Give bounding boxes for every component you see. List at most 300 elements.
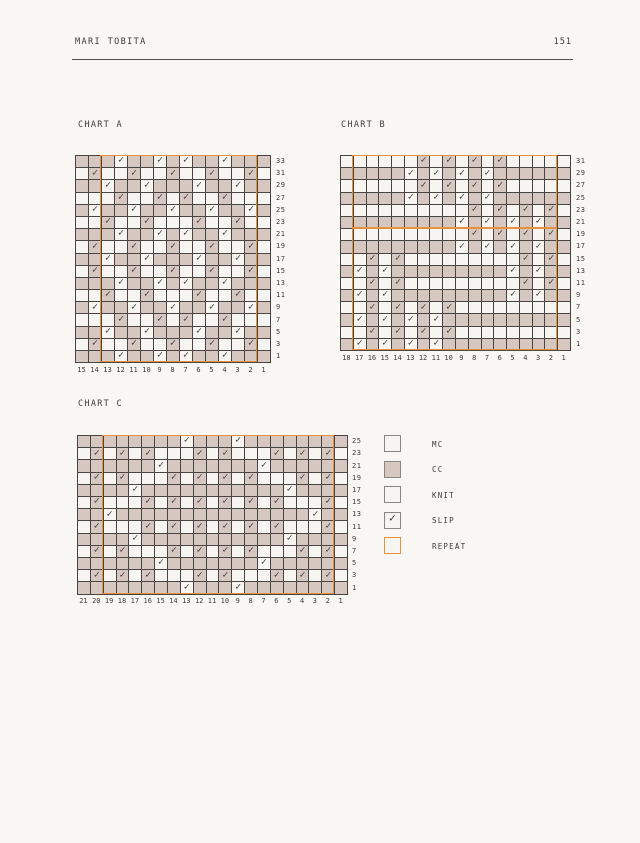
slip-check-icon: ✓ xyxy=(234,582,242,593)
slip-stitch-cell xyxy=(430,314,442,325)
stitch-cell xyxy=(117,485,129,496)
slip-stitch-cell xyxy=(297,546,309,557)
slip-stitch-cell xyxy=(129,534,141,545)
stitch-cell xyxy=(207,436,219,447)
column-number: 14 xyxy=(393,354,402,362)
stitch-cell xyxy=(354,229,366,240)
slip-stitch-cell xyxy=(219,473,231,484)
slip-check-icon: ✓ xyxy=(547,228,555,239)
slip-stitch-cell xyxy=(354,314,366,325)
slip-check-icon: ✓ xyxy=(157,460,165,471)
slip-check-icon: ✓ xyxy=(91,168,99,179)
stitch-cell xyxy=(341,241,353,252)
stitch-cell xyxy=(379,254,391,265)
column-number: 9 xyxy=(235,597,240,605)
slip-stitch-cell xyxy=(117,473,129,484)
stitch-cell xyxy=(545,168,557,179)
slip-stitch-cell xyxy=(469,156,481,167)
stitch-cell xyxy=(271,534,283,545)
stitch-cell xyxy=(309,570,321,581)
stitch-cell xyxy=(76,180,88,191)
stitch-cell xyxy=(232,156,244,167)
slip-stitch-cell xyxy=(194,546,206,557)
stitch-cell xyxy=(115,266,127,277)
slip-stitch-cell xyxy=(206,241,218,252)
slip-check-icon: ✓ xyxy=(535,216,543,227)
slip-check-icon: ✓ xyxy=(535,289,543,300)
stitch-cell xyxy=(245,314,257,325)
slip-stitch-cell xyxy=(91,570,103,581)
slip-stitch-cell xyxy=(322,448,334,459)
stitch-cell xyxy=(180,180,192,191)
stitch-cell xyxy=(128,351,140,362)
stitch-cell xyxy=(430,266,442,277)
stitch-cell xyxy=(494,278,506,289)
stitch-cell xyxy=(367,205,379,216)
stitch-cell xyxy=(494,254,506,265)
stitch-cell xyxy=(141,193,153,204)
slip-stitch-cell xyxy=(245,205,257,216)
slip-stitch-cell xyxy=(206,266,218,277)
row-number: 5 xyxy=(276,327,281,336)
stitch-cell xyxy=(367,229,379,240)
stitch-cell xyxy=(76,156,88,167)
stitch-cell xyxy=(102,156,114,167)
slip-stitch-cell xyxy=(193,290,205,301)
slip-stitch-cell xyxy=(456,193,468,204)
slip-check-icon: ✓ xyxy=(221,350,229,361)
slip-stitch-cell xyxy=(141,254,153,265)
slip-check-icon: ✓ xyxy=(195,216,203,227)
stitch-cell xyxy=(469,217,481,228)
slip-stitch-cell xyxy=(193,217,205,228)
slip-stitch-cell xyxy=(354,266,366,277)
page-number: 151 xyxy=(553,37,572,47)
stitch-cell xyxy=(354,327,366,338)
stitch-cell xyxy=(309,473,321,484)
slip-stitch-cell xyxy=(367,278,379,289)
stitch-cell xyxy=(232,460,244,471)
column-number: 9 xyxy=(157,366,162,374)
slip-stitch-cell xyxy=(219,314,231,325)
slip-stitch-cell xyxy=(392,278,404,289)
row-number: 3 xyxy=(352,571,357,580)
stitch-cell xyxy=(219,460,231,471)
stitch-cell xyxy=(354,168,366,179)
column-number: 5 xyxy=(287,597,292,605)
slip-stitch-cell xyxy=(533,241,545,252)
stitch-cell xyxy=(418,205,430,216)
stitch-cell xyxy=(545,180,557,191)
stitch-cell xyxy=(245,156,257,167)
slip-stitch-cell xyxy=(245,497,257,508)
stitch-cell xyxy=(167,254,179,265)
stitch-cell xyxy=(193,241,205,252)
slip-check-icon: ✓ xyxy=(471,228,479,239)
slip-stitch-cell xyxy=(180,314,192,325)
column-number: 4 xyxy=(299,597,305,605)
stitch-cell xyxy=(392,241,404,252)
stitch-cell xyxy=(284,460,296,471)
stitch-cell xyxy=(102,314,114,325)
column-number: 3 xyxy=(312,597,318,605)
slip-check-icon: ✓ xyxy=(420,155,428,166)
slip-stitch-cell xyxy=(181,582,193,593)
column-number: 14 xyxy=(90,366,99,374)
stitch-cell xyxy=(258,521,270,532)
slip-check-icon: ✓ xyxy=(170,472,178,483)
slip-stitch-cell xyxy=(102,254,114,265)
slip-stitch-cell xyxy=(104,509,116,520)
stitch-cell xyxy=(297,558,309,569)
slip-stitch-cell xyxy=(533,266,545,277)
slip-check-icon: ✓ xyxy=(445,180,453,191)
slip-stitch-cell xyxy=(322,497,334,508)
stitch-cell xyxy=(558,241,570,252)
slip-check-icon: ✓ xyxy=(118,448,127,459)
stitch-cell xyxy=(168,485,180,496)
stitch-cell xyxy=(456,290,468,301)
slip-check-icon: ✓ xyxy=(247,204,255,215)
slip-stitch-cell xyxy=(219,448,231,459)
stitch-cell xyxy=(117,558,129,569)
slip-stitch-cell xyxy=(168,473,180,484)
slip-stitch-cell xyxy=(456,168,468,179)
row-number: 23 xyxy=(276,218,286,227)
stitch-cell xyxy=(181,473,193,484)
slip-stitch-cell xyxy=(128,205,140,216)
stitch-cell xyxy=(168,509,180,520)
stitch-cell xyxy=(405,241,417,252)
stitch-cell xyxy=(418,241,430,252)
slip-check-icon: ✓ xyxy=(195,326,203,337)
stitch-cell xyxy=(219,241,231,252)
stitch-cell xyxy=(379,168,391,179)
stitch-cell xyxy=(335,558,347,569)
slip-stitch-cell xyxy=(322,570,334,581)
slip-stitch-cell xyxy=(141,290,153,301)
stitch-cell xyxy=(128,156,140,167)
stitch-cell xyxy=(469,290,481,301)
slip-stitch-cell xyxy=(219,229,231,240)
slip-check-icon: ✓ xyxy=(182,228,190,239)
stitch-cell xyxy=(180,302,192,313)
slip-check-icon: ✓ xyxy=(381,265,389,276)
stitch-cell xyxy=(245,290,257,301)
stitch-cell xyxy=(76,254,88,265)
stitch-cell xyxy=(520,217,532,228)
slip-stitch-cell xyxy=(392,327,404,338)
column-number: 3 xyxy=(235,366,240,374)
slip-check-icon: ✓ xyxy=(388,513,397,525)
slip-check-icon: ✓ xyxy=(91,338,99,349)
slip-check-icon: ✓ xyxy=(143,180,151,191)
stitch-cell xyxy=(469,314,481,325)
slip-stitch-cell xyxy=(507,241,519,252)
slip-stitch-cell xyxy=(405,314,417,325)
stitch-cell xyxy=(354,205,366,216)
stitch-cell xyxy=(335,570,347,581)
stitch-cell xyxy=(115,168,127,179)
slip-stitch-cell xyxy=(367,302,379,313)
stitch-cell xyxy=(104,436,116,447)
stitch-cell xyxy=(354,180,366,191)
slip-stitch-cell xyxy=(168,546,180,557)
stitch-cell xyxy=(115,339,127,350)
slip-stitch-cell xyxy=(297,570,309,581)
slip-check-icon: ✓ xyxy=(407,338,415,349)
slip-check-icon: ✓ xyxy=(93,570,101,581)
stitch-cell xyxy=(219,180,231,191)
stitch-cell xyxy=(155,436,167,447)
stitch-cell xyxy=(207,509,219,520)
stitch-cell xyxy=(128,193,140,204)
stitch-cell xyxy=(482,302,494,313)
stitch-cell xyxy=(309,436,321,447)
stitch-cell xyxy=(482,266,494,277)
stitch-cell xyxy=(309,558,321,569)
stitch-cell xyxy=(154,205,166,216)
stitch-cell xyxy=(104,534,116,545)
slip-check-icon: ✓ xyxy=(298,545,307,556)
slip-check-icon: ✓ xyxy=(247,496,255,507)
stitch-cell xyxy=(367,241,379,252)
stitch-cell xyxy=(181,521,193,532)
stitch-cell xyxy=(219,290,231,301)
column-number: 10 xyxy=(444,354,453,362)
stitch-cell xyxy=(129,521,141,532)
stitch-cell xyxy=(367,156,379,167)
column-number: 18 xyxy=(342,354,351,362)
stitch-cell xyxy=(367,217,379,228)
stitch-cell xyxy=(232,473,244,484)
slip-check-icon: ✓ xyxy=(144,448,152,459)
stitch-cell xyxy=(232,546,244,557)
slip-stitch-cell xyxy=(219,570,231,581)
slip-check-icon: ✓ xyxy=(324,570,332,581)
slip-check-icon: ✓ xyxy=(247,265,255,276)
slip-check-icon: ✓ xyxy=(221,277,229,288)
stitch-cell xyxy=(520,339,532,350)
slip-stitch-cell xyxy=(115,314,127,325)
slip-stitch-cell xyxy=(418,302,430,313)
slip-check-icon: ✓ xyxy=(394,253,402,264)
stitch-cell xyxy=(129,558,141,569)
slip-stitch-cell xyxy=(456,217,468,228)
stitch-cell xyxy=(258,570,270,581)
slip-check-icon: ✓ xyxy=(458,192,466,203)
stitch-cell xyxy=(258,485,270,496)
stitch-cell xyxy=(219,509,231,520)
stitch-cell xyxy=(507,302,519,313)
stitch-cell xyxy=(507,193,519,204)
stitch-cell xyxy=(443,254,455,265)
stitch-cell xyxy=(89,290,101,301)
stitch-cell xyxy=(494,339,506,350)
stitch-cell xyxy=(533,327,545,338)
slip-stitch-cell xyxy=(494,229,506,240)
stitch-cell xyxy=(284,546,296,557)
slip-check-icon: ✓ xyxy=(91,204,99,215)
stitch-cell xyxy=(181,534,193,545)
stitch-cell xyxy=(469,302,481,313)
stitch-cell xyxy=(545,314,557,325)
chart-c-title: CHART C xyxy=(78,399,123,409)
stitch-cell xyxy=(507,168,519,179)
slip-stitch-cell xyxy=(469,180,481,191)
stitch-cell xyxy=(142,534,154,545)
legend-swatch-slip xyxy=(384,512,401,529)
stitch-cell xyxy=(258,327,270,338)
slip-stitch-cell xyxy=(154,278,166,289)
slip-stitch-cell xyxy=(322,473,334,484)
slip-check-icon: ✓ xyxy=(368,326,376,337)
stitch-cell xyxy=(219,266,231,277)
stitch-cell xyxy=(322,509,334,520)
stitch-cell xyxy=(78,534,90,545)
stitch-cell xyxy=(482,229,494,240)
stitch-cell xyxy=(245,254,257,265)
stitch-cell xyxy=(482,327,494,338)
slip-check-icon: ✓ xyxy=(117,314,125,325)
row-number: 25 xyxy=(576,193,586,202)
stitch-cell xyxy=(89,351,101,362)
slip-stitch-cell xyxy=(128,266,140,277)
stitch-cell xyxy=(418,229,430,240)
column-number: 12 xyxy=(194,597,204,605)
slip-stitch-cell xyxy=(142,497,154,508)
slip-check-icon: ✓ xyxy=(547,204,555,215)
stitch-cell xyxy=(91,460,103,471)
stitch-cell xyxy=(258,205,270,216)
stitch-cell xyxy=(392,193,404,204)
slip-check-icon: ✓ xyxy=(117,350,125,361)
slip-stitch-cell xyxy=(297,473,309,484)
slip-stitch-cell xyxy=(520,205,532,216)
stitch-cell xyxy=(104,558,116,569)
stitch-cell xyxy=(443,193,455,204)
slip-stitch-cell xyxy=(89,302,101,313)
slip-stitch-cell xyxy=(367,254,379,265)
stitch-cell xyxy=(167,351,179,362)
slip-stitch-cell xyxy=(154,193,166,204)
slip-check-icon: ✓ xyxy=(208,265,216,276)
stitch-cell xyxy=(520,193,532,204)
stitch-cell xyxy=(482,278,494,289)
slip-check-icon: ✓ xyxy=(143,216,151,227)
slip-check-icon: ✓ xyxy=(156,155,164,166)
slip-check-icon: ✓ xyxy=(247,521,255,532)
stitch-cell xyxy=(141,339,153,350)
stitch-cell xyxy=(297,436,309,447)
slip-check-icon: ✓ xyxy=(496,155,504,166)
stitch-cell xyxy=(405,217,417,228)
stitch-cell xyxy=(341,193,353,204)
stitch-cell xyxy=(89,193,101,204)
column-number: 13 xyxy=(182,597,191,605)
stitch-cell xyxy=(89,327,101,338)
stitch-cell xyxy=(507,205,519,216)
slip-check-icon: ✓ xyxy=(130,302,138,313)
stitch-cell xyxy=(309,485,321,496)
slip-stitch-cell xyxy=(545,278,557,289)
slip-check-icon: ✓ xyxy=(247,472,255,483)
slip-check-icon: ✓ xyxy=(394,277,402,288)
column-number: 11 xyxy=(207,597,217,605)
stitch-cell xyxy=(430,156,442,167)
slip-check-icon: ✓ xyxy=(169,204,177,215)
stitch-cell xyxy=(180,339,192,350)
stitch-cell xyxy=(533,193,545,204)
slip-check-icon: ✓ xyxy=(221,521,229,532)
stitch-cell xyxy=(443,229,455,240)
stitch-cell xyxy=(482,156,494,167)
column-number: 15 xyxy=(380,354,389,362)
stitch-cell xyxy=(430,180,442,191)
stitch-cell xyxy=(155,546,167,557)
slip-stitch-cell xyxy=(128,339,140,350)
stitch-cell xyxy=(354,217,366,228)
stitch-cell xyxy=(117,497,129,508)
stitch-cell xyxy=(418,339,430,350)
row-number: 13 xyxy=(276,278,286,287)
stitch-cell xyxy=(232,339,244,350)
slip-stitch-cell xyxy=(232,254,244,265)
slip-check-icon: ✓ xyxy=(458,241,466,252)
stitch-cell xyxy=(219,205,231,216)
row-number: 17 xyxy=(276,254,286,263)
slip-check-icon: ✓ xyxy=(483,168,492,179)
slip-check-icon: ✓ xyxy=(156,228,164,239)
slip-stitch-cell xyxy=(284,485,296,496)
slip-stitch-cell xyxy=(167,168,179,179)
stitch-cell xyxy=(456,266,468,277)
stitch-cell xyxy=(89,156,101,167)
slip-stitch-cell xyxy=(117,546,129,557)
stitch-cell xyxy=(545,339,557,350)
stitch-cell xyxy=(258,436,270,447)
stitch-cell xyxy=(341,290,353,301)
stitch-cell xyxy=(181,460,193,471)
slip-check-icon: ✓ xyxy=(324,545,332,556)
stitch-cell xyxy=(469,254,481,265)
slip-check-icon: ✓ xyxy=(131,533,139,544)
slip-stitch-cell xyxy=(271,448,283,459)
row-number: 13 xyxy=(352,510,362,519)
stitch-cell xyxy=(379,217,391,228)
stitch-cell xyxy=(167,229,179,240)
stitch-cell xyxy=(206,193,218,204)
slip-stitch-cell xyxy=(482,241,494,252)
slip-check-icon: ✓ xyxy=(535,265,543,276)
stitch-cell xyxy=(507,278,519,289)
stitch-cell xyxy=(128,290,140,301)
stitch-cell xyxy=(102,266,114,277)
stitch-cell xyxy=(341,217,353,228)
stitch-cell xyxy=(128,229,140,240)
stitch-cell xyxy=(155,448,167,459)
stitch-cell xyxy=(341,266,353,277)
stitch-cell xyxy=(558,180,570,191)
slip-stitch-cell xyxy=(418,180,430,191)
slip-check-icon: ✓ xyxy=(356,338,364,349)
stitch-cell xyxy=(102,205,114,216)
slip-check-icon: ✓ xyxy=(298,448,307,459)
stitch-cell xyxy=(154,241,166,252)
slip-check-icon: ✓ xyxy=(234,435,242,446)
slip-check-icon: ✓ xyxy=(93,545,101,556)
stitch-cell xyxy=(379,302,391,313)
